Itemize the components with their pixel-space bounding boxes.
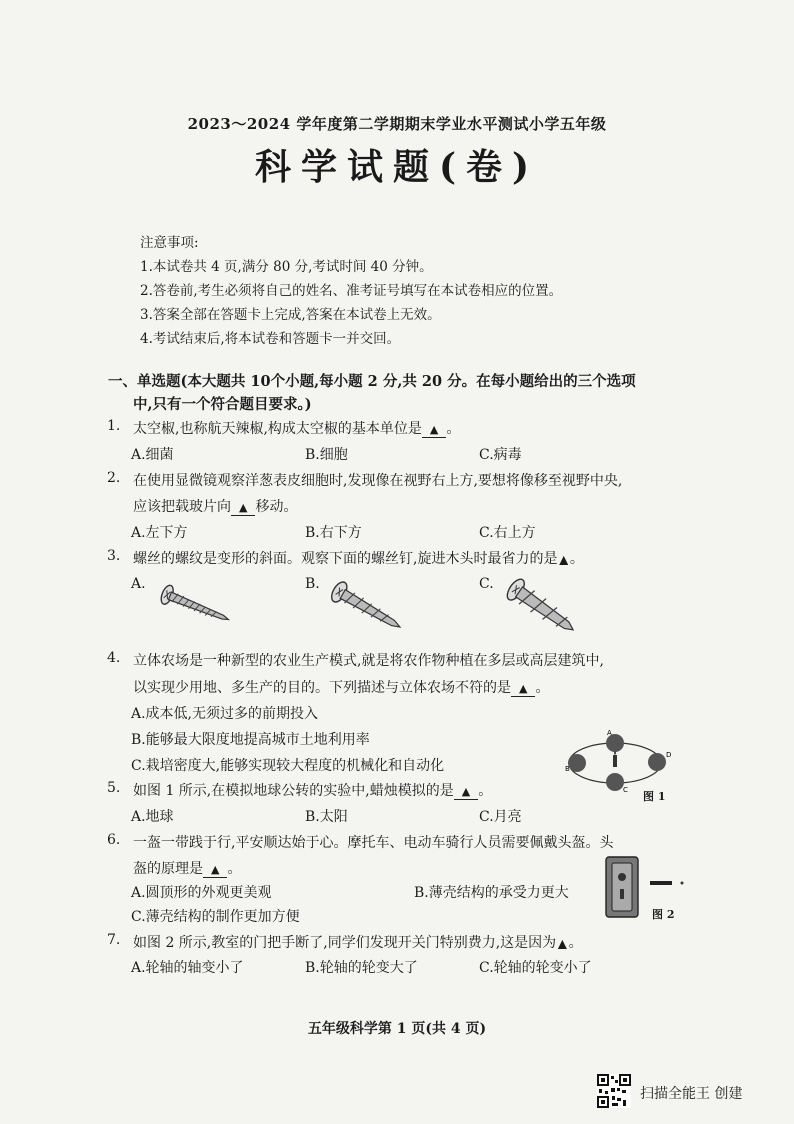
- section-heading-cont: 中,只有一个符合题目要求。): [133, 396, 312, 413]
- question-stem: 移动。: [255, 499, 298, 515]
- option: C.薄壳结构的制作更加方便: [131, 909, 300, 925]
- question-stem: 立体农场是一种新型的农业生产模式,就是将农作物种植在多层或高层建筑中,: [133, 653, 604, 669]
- option: B.右下方: [305, 525, 362, 541]
- question-stem: 应该把载玻片向: [133, 499, 231, 515]
- option: A.左下方: [131, 525, 188, 541]
- figure-1-orbit-diagram: [563, 727, 683, 797]
- question-number: 7.: [107, 932, 121, 948]
- qr-code-icon: [597, 1074, 631, 1108]
- option: A.细菌: [131, 447, 174, 463]
- answer-blank: ▲: [511, 682, 535, 697]
- option: C.轮轴的轮变小了: [479, 960, 592, 976]
- question-1-text: [133, 418, 460, 438]
- question-stem: 盔的原理是: [133, 861, 203, 877]
- option: A.成本低,无须过多的前期投入: [131, 706, 319, 722]
- question-stem: 太空椒,也称航天辣椒,构成太空椒的基本单位是: [133, 421, 422, 437]
- option: C.病毒: [479, 447, 522, 463]
- screw-a-image: [155, 586, 235, 626]
- page-title: 科学试题(卷): [254, 146, 540, 188]
- question-6-line2: [133, 858, 241, 878]
- figure-1-label: C: [623, 786, 628, 794]
- question-number: 3.: [107, 548, 121, 564]
- answer-blank: ▲: [422, 423, 446, 438]
- option: C.月亮: [479, 809, 522, 825]
- section-heading: 一、单选题(本大题共 10个小题,每小题 2 分,共 20 分。在每小题给出的三个选项: [108, 373, 636, 390]
- question-2-line2: [133, 496, 297, 516]
- figure-2-caption: 图 2: [652, 908, 675, 921]
- note-item: 3.答案全部在答题卡上完成,答案在本试卷上无效。: [140, 307, 441, 323]
- answer-blank: ▲: [454, 785, 478, 800]
- question-number: 5.: [107, 780, 121, 796]
- question-stem: 在使用显微镜观察洋葱表皮细胞时,发现像在视野右上方,要想将像移至视野中央,: [133, 473, 623, 489]
- option: C.栽培密度大,能够实现较大程度的机械化和自动化: [131, 758, 445, 774]
- option: B.轮轴的轮变大了: [305, 960, 418, 976]
- option: A.: [131, 576, 146, 592]
- note-item: 2.答卷前,考生必须将自己的姓名、准考证号填写在本试卷相应的位置。: [140, 283, 563, 299]
- punctuation: 。: [446, 421, 461, 437]
- question-number: 4.: [107, 650, 121, 666]
- page-footer: 五年级科学第 1 页(共 4 页): [307, 1021, 487, 1037]
- option: A.圆顶形的外观更美观: [131, 885, 272, 901]
- punctuation: 。: [535, 680, 550, 696]
- question-number: 2.: [107, 470, 121, 486]
- punctuation: 。: [478, 783, 493, 799]
- option: B.细胞: [305, 447, 348, 463]
- note-item: 4.考试结束后,将本试卷和答题卡一并交回。: [140, 331, 401, 347]
- question-stem: 以实现少用地、多生产的目的。下列描述与立体农场不符的是: [133, 680, 511, 696]
- punctuation: 。: [569, 551, 584, 567]
- answer-blank: ▲: [558, 937, 567, 950]
- option: A.地球: [131, 809, 174, 825]
- option: C.右上方: [479, 525, 536, 541]
- question-stem: 一盔一带践于行,平安顺达始于心。摩托车、电动车骑行人员需要佩戴头盔。头: [133, 835, 614, 851]
- scanner-watermark: 扫描全能王 创建: [640, 1086, 743, 1102]
- option: B.能够最大限度地提高城市土地利用率: [131, 732, 370, 748]
- option: B.: [305, 576, 320, 592]
- option: C.: [479, 576, 494, 592]
- option: A.轮轴的轴变小了: [131, 960, 244, 976]
- question-stem: 如图 2 所示,教室的门把手断了,同学们发现开关门特别费力,这是因为: [133, 935, 557, 951]
- question-4-line2: [133, 677, 549, 697]
- question-7-text: [133, 932, 583, 952]
- figure-1-label: B: [565, 765, 570, 773]
- screw-b-image: [325, 583, 410, 633]
- figure-1-caption: 图 1: [643, 790, 666, 803]
- option: B.太阳: [305, 809, 348, 825]
- punctuation: 。: [227, 861, 242, 877]
- exam-subtitle: 2023～2024 学年度第二学期期末学业水平测试小学五年级: [187, 115, 607, 133]
- question-stem: 螺丝的螺纹是变形的斜面。观察下面的螺丝钉,旋进木头时最省力的是: [133, 551, 558, 567]
- figure-2-door-handle-image: [600, 855, 690, 920]
- option: B.薄壳结构的承受力更大: [414, 885, 569, 901]
- question-number: 6.: [107, 832, 121, 848]
- answer-blank: ▲: [231, 501, 255, 516]
- question-number: 1.: [107, 418, 121, 434]
- note-item: 1.本试卷共 4 页,满分 80 分,考试时间 40 分钟。: [140, 259, 433, 275]
- screw-c-image: [500, 578, 585, 638]
- punctuation: 。: [568, 935, 583, 951]
- figure-1-label: D: [666, 751, 672, 759]
- figure-1-label: A: [607, 729, 612, 737]
- notes-heading: 注意事项:: [140, 235, 199, 251]
- question-stem: 如图 1 所示,在模拟地球公转的实验中,蜡烛模拟的是: [133, 783, 454, 799]
- answer-blank: ▲: [203, 863, 227, 878]
- question-5-text: [133, 780, 492, 800]
- question-3-text: [133, 548, 584, 568]
- answer-blank: ▲: [559, 553, 568, 566]
